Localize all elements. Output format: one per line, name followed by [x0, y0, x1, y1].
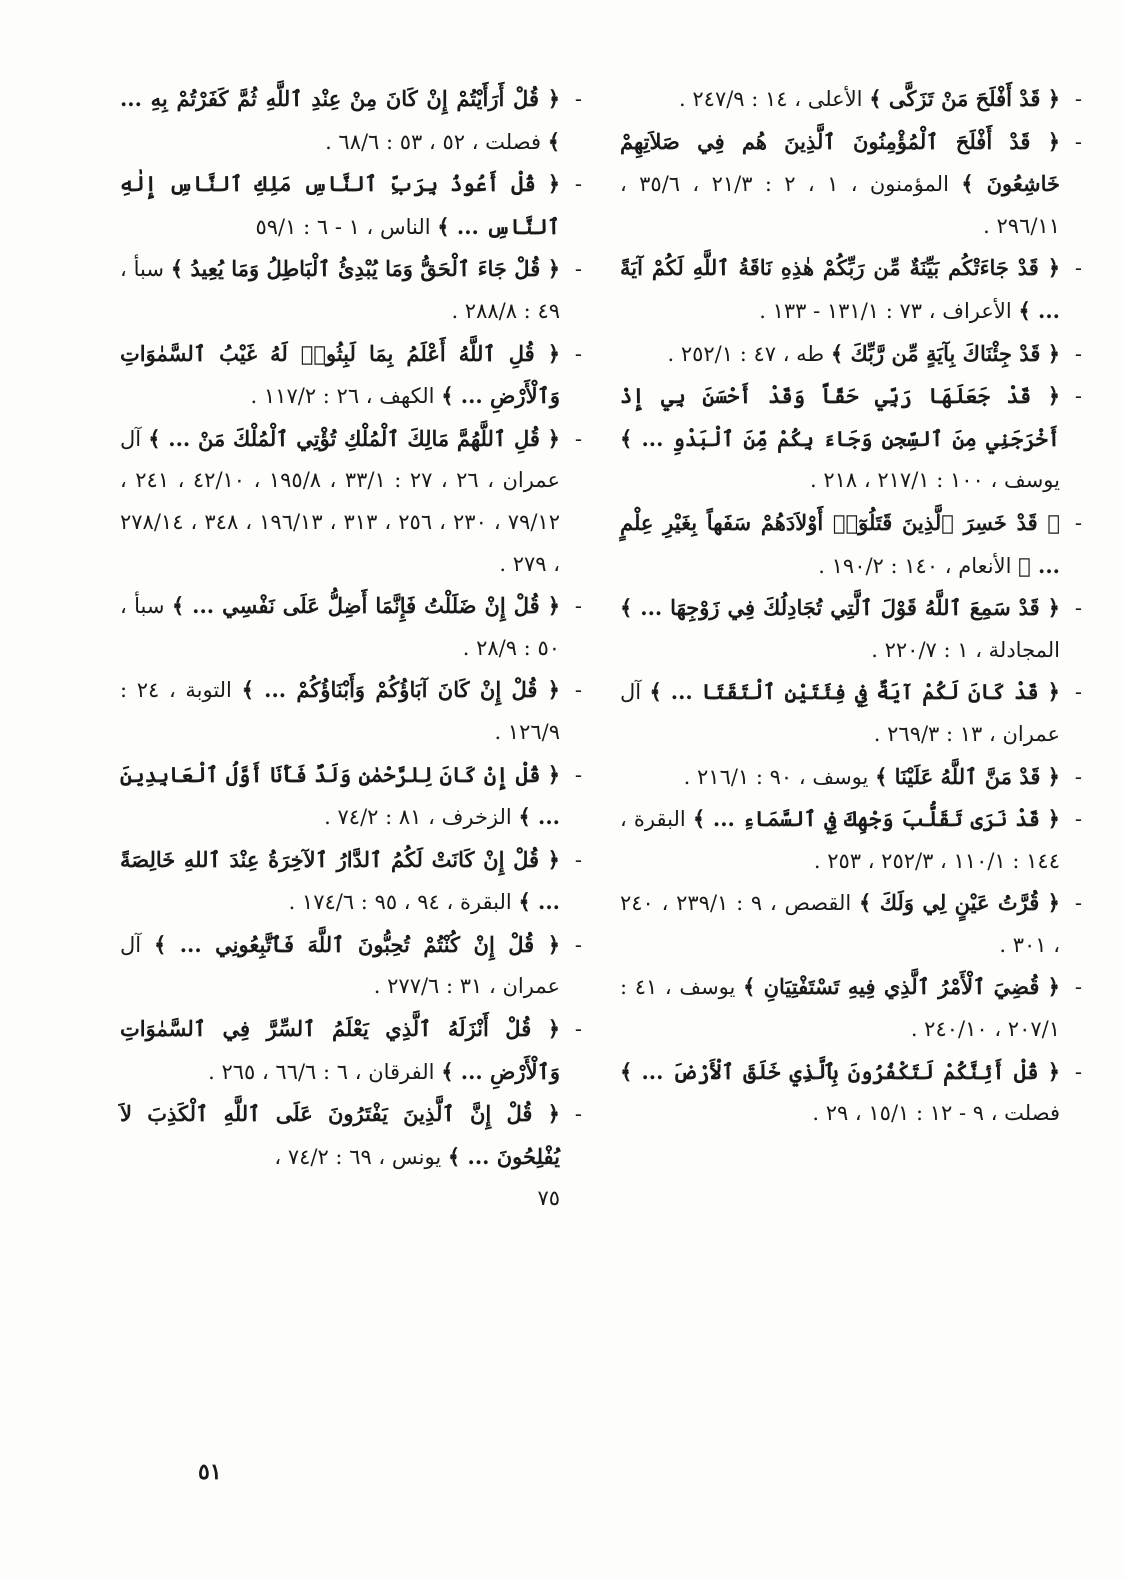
verse-reference: يوسف ، ٤١ : ٢٠٧/١ ، ٢٤٠/١٠ . — [620, 975, 1060, 1042]
verse-reference: يونس ، ٦٩ : ٧٤/٢ ، — [274, 1144, 442, 1169]
verse-text: ﴿ قُرَّتُ عَيْنٍ لِي وَلَكَ ﴾ — [859, 890, 1060, 916]
verse-text: ﴿ قُلْ إِنْ كَانَتْ لَكُمُ ٱلدَّارُ ٱلآخِرَةُ عِنْدَ ٱللهِ خَالِصَةً ... ﴾ — [120, 846, 560, 915]
verse-reference: آل عمران ، ٢٦ ، ٢٧ : ٣٣/١ ، ١٩٥/٨ ، ٤٢/١٠ ، ٢٤١ ، ٧٩/١٢ ، ٢٣٠ ، ٢٥٦ ، ٣١٣ ، ١٩٦/١٣ ، ٣٤٨ ، ٢٧٨/١٤ ، ٢٧٩ . — [120, 426, 560, 576]
verse-reference: البقرة ، ١٤٤ : ١١٠/١ ، ٢٥٢/٣ ، ٢٥٣ . — [620, 807, 1060, 873]
verse-text: ﴿ قُلْ إِنْ كُنْتُمْ تُحِبُّونَ ٱللَّهَ فَٱتَّبِعُونِي ... ﴾ — [153, 931, 560, 957]
verse-reference: التوبة ، ٢٤ : ١٢٦/٩ . — [120, 678, 560, 744]
index-entry: -﴿ قُلِ ٱللَّهُ أَعْلَمُ بِمَا لَبِثُوا۟ لَهُ غَيْبُ ٱلسَّمٰوَاتِ وَٱلْأَرْضِ ... ﴾ الكهف ، ٢٦ : ١١٧/٢ . — [120, 340, 582, 409]
index-entry: -﴿ قُضِيَ ٱلْأَمْرُ ٱلَّذِي فِيهِ تَسْتَفْتِيَانِ ﴾ يوسف ، ٤١ : ٢٠٧/١ ، ٢٤٠/١٠ . — [620, 974, 1082, 1042]
verse-text: ﴿ قُلْ أَعُوذُ بِرَبِّ ٱلنَّاسِ مَلِكِ ٱلنَّاسِ إِلٰهِ ٱلنَّاسِ ... ﴾ — [120, 171, 560, 239]
verse-text: ﴿ قَدْ أَفْلَحَ مَنْ تَزَكَّى ﴾ — [869, 86, 1060, 111]
index-entry: -﴿ قَدْ جَعَلَهَا رَبِّي حَقّاً وَقَدْ أَحْسَنَ بِي إِذْ أَخْرَجَنِي مِنَ ٱلسِّجنِ وَجَاءَ بِكُمْ مِّنَ ٱلْبَدْوِ ... ﴾ يوسف ، ١٠٠ : ٢١٧/١ ، ٢١٨ . — [620, 383, 1082, 493]
index-entry: -﴿ قُرَّتُ عَيْنٍ لِي وَلَكَ ﴾ القصص ، ٩ : ٢٣٩/١ ، ٢٤٠ ، ٣٠١ . — [620, 890, 1082, 957]
verse-reference: سبأ ، ٥٠ : ٢٨/٩ . — [120, 594, 560, 660]
verse-reference: الأعراف ، ٧٣ : ١٣١/١ - ١٣٣ . — [759, 298, 1012, 323]
reference-continuation: ٧٥ — [537, 1186, 560, 1211]
index-entry: -﴿ قُلْ أَعُوذُ بِرَبِّ ٱلنَّاسِ مَلِكِ ٱلنَّاسِ إِلٰهِ ٱلنَّاسِ ... ﴾ الناس ، ١ - ٦ : ٥٩/١ — [120, 171, 582, 239]
verse-reference: الأنعام ، ١٤٠ : ١٩٠/٢ . — [818, 553, 1012, 578]
index-entry: -﴿ قَدْ نَرَى تَقَلُّبَ وَجْهِكَ فِي ٱلسَّمَاءِ ... ﴾ البقرة ، ١٤٤ : ١١٠/١ ، ٢٥٢/٣ ، ٢٥٣ . — [620, 806, 1082, 873]
verse-text: ﴿ قَدْ كَانَ لَكُمْ آيَةٌ فِي فِئَتَيْنِ ٱلْتَقَتَا ... ﴾ — [649, 679, 1060, 705]
verse-text: ﴿ قَدْ أَفْلَحَ ٱلْمُؤْمِنُونَ ٱلَّذِينَ هُم فِي صَلاَتِهِمْ خَاشِعُونَ ﴾ — [620, 128, 1060, 197]
verse-text: ﴿ قَدْ خَسِرَ ٱلَّذِينَ قَتَلُوٓا۟ أَوْلاَدَهُمْ سَفَهاً بِغَيْرِ عِلْمٍ ... ﴾ — [620, 509, 1060, 578]
verse-reference: البقرة ، ٩٤ ، ٩٥ : ١٧٤/٦ . — [288, 890, 512, 915]
verse-text: ﴿ قُلِ ٱللَّهُمَّ مَالِكَ ٱلْمُلْكِ تُؤْتِي ٱلْمُلْكَ مَنْ ... ﴾ — [148, 425, 560, 451]
index-entry: -﴿ قُلْ إِنْ كَانَ لِلرَّحْمٰنِ وَلَدٌ فَأَنَا أَوَّلُ ٱلْعَابِدِينَ ... ﴾ الزخرف ، ٨١ : ٧٤/٢ . — [120, 761, 582, 830]
verse-text: ﴿ قَدْ جِئْنَاكَ بِآيَةٍ مِّن رَّبِّكَ ﴾ — [830, 340, 1060, 366]
verse-reference: طه ، ٤٧ : ٢٥٢/١ . — [667, 341, 825, 366]
verse-reference: سبأ ، ٤٩ : ٢٨٨/٨ . — [120, 257, 560, 323]
verse-text: ﴿ قُلْ أَنْزَلَهُ ٱلَّذِي يَعْلَمُ ٱلسِّرَّ فِي ٱلسَّمٰوَاتِ وَٱلْأَرْضِ ... ﴾ — [120, 1016, 560, 1084]
index-entry: -﴿ قُلْ أَنْزَلَهُ ٱلَّذِي يَعْلَمُ ٱلسِّرَّ فِي ٱلسَّمٰوَاتِ وَٱلْأَرْضِ ... ﴾ الفرقان ، ٦ : ٦٦/٦ ، ٢٦٥ . — [120, 1016, 582, 1084]
verse-text: ﴿ قُلْ أَئِنَّكُمْ لَتَكْفُرُونَ بِٱلَّذِي خَلَقَ ٱلْأَرْضَ ... ﴾ — [620, 1058, 1060, 1084]
verse-text: ﴿ قُضِيَ ٱلْأَمْرُ ٱلَّذِي فِيهِ تَسْتَفْتِيَانِ ﴾ — [743, 974, 1060, 1000]
index-entry: -﴿ قُلْ أَئِنَّكُمْ لَتَكْفُرُونَ بِٱلَّذِي خَلَقَ ٱلْأَرْضَ ... ﴾ فصلت ، ٩ - ١٢ : ١٥/١ ، ٢٩ . — [620, 1058, 1082, 1126]
index-entry: -﴿ قُلْ إِنْ كَانَتْ لَكُمُ ٱلدَّارُ ٱلآخِرَةُ عِنْدَ ٱللهِ خَالِصَةً ... ﴾ البقرة ، ٩٤ ، ٩٥ : ١٧٤/٦ . — [120, 846, 582, 915]
verse-reference: يوسف ، ١٠٠ : ٢١٧/١ ، ٢١٨ . — [810, 468, 1060, 493]
index-entry: -﴿ قَدْ جَاءَتْكُم بَيِّنَةٌ مِّن رَبِّكُمْ هٰذِهِ نَاقَةُ ٱللَّهِ لَكُمْ آيَةً ... ﴾ الأعراف ، ٧٣ : ١٣١/١ - ١٣٣ . — [620, 255, 1082, 323]
verse-reference: المجادلة ، ١ : ٢٢٠/٧ . — [871, 637, 1060, 662]
verse-reference: القصص ، ٩ : ٢٣٩/١ ، ٢٤٠ ، ٣٠١ . — [620, 891, 1060, 957]
index-entry: -﴿ قُلْ إِنْ كُنْتُمْ تُحِبُّونَ ٱللَّهَ فَٱتَّبِعُونِي ... ﴾ آل عمران ، ٣١ : ٢٧٧/٦ . — [120, 931, 582, 999]
index-entry: -﴿ قُلْ إِنَّ ٱلَّذِينَ يَفْتَرُونَ عَلَى ٱللَّهِ ٱلْكَذِبَ لاَ يُفْلِحُونَ ... ﴾ يونس ، ٦٩ : ٧٤/٢ ، — [120, 1101, 582, 1169]
index-entry: -﴿ قُلْ جَاءَ ٱلْحَقُّ وَمَا يُبْدِئُ ٱلْبَاطِلُ وَمَا يُعِيدُ ﴾ سبأ ، ٤٩ : ٢٨٨/٨ . — [120, 256, 582, 323]
verse-text: ﴿ قُلْ إِنْ كَانَ آبَاؤُكُمْ وَأَبْنَاؤُكُمْ ... ﴾ — [241, 677, 560, 703]
verse-text: ﴿ قُلِ ٱللَّهُ أَعْلَمُ بِمَا لَبِثُوا۟ لَهُ غَيْبُ ٱلسَّمٰوَاتِ وَٱلْأَرْضِ ... ﴾ — [120, 340, 560, 409]
index-entry: -﴿ قَدْ مَنَّ ٱللَّهُ عَلَيْنَا ﴾ يوسف ، ٩٠ : ٢١٦/١ . — [683, 763, 1082, 789]
verse-text: ﴿ قُلْ جَاءَ ٱلْحَقُّ وَمَا يُبْدِئُ ٱلْبَاطِلُ وَمَا يُعِيدُ ﴾ — [170, 256, 560, 282]
verse-text: ﴿ قُلْ إِنَّ ٱلَّذِينَ يَفْتَرُونَ عَلَى ٱللَّهِ ٱلْكَذِبَ لاَ يُفْلِحُونَ ... ﴾ — [120, 1101, 560, 1169]
verse-text: ﴿ قُلْ أَرَأَيْتُمْ إِنْ كَانَ مِنْ عِنْدِ ٱللَّهِ ثُمَّ كَفَرْتُمْ بِهِ ... ﴾ — [120, 86, 560, 154]
index-entry: -﴿ قُلْ إِنْ كَانَ آبَاؤُكُمْ وَأَبْنَاؤُكُمْ ... ﴾ التوبة ، ٢٤ : ١٢٦/٩ . — [120, 677, 582, 744]
index-entry: -﴿ قَدْ كَانَ لَكُمْ آيَةٌ فِي فِئَتَيْنِ ٱلْتَقَتَا ... ﴾ آل عمران ، ١٣ : ٢٦٩/٣ . — [620, 679, 1082, 746]
verse-text: ﴿ قَدْ جَعَلَهَا رَبِّي حَقّاً وَقَدْ أَحْسَنَ بِي إِذْ أَخْرَجَنِي مِنَ ٱلسِّجنِ وَجَاءَ بِكُمْ مِّنَ ٱلْبَدْوِ ... ﴾ — [620, 383, 1060, 451]
index-column-right — [620, 78, 1082, 1135]
verse-reference: فصلت ، ٥٢ ، ٥٣ : ٦٨/٦ . — [325, 129, 541, 154]
verse-reference: الزخرف ، ٨١ : ٧٤/٢ . — [324, 805, 512, 830]
index-entry: -﴿ قُلْ أَرَأَيْتُمْ إِنْ كَانَ مِنْ عِنْدِ ٱللَّهِ ثُمَّ كَفَرْتُمْ بِهِ ... ﴾ فصلت ، ٥٢ ، ٥٣ : ٦٨/٦ . — [120, 86, 582, 154]
index-entry: -﴿ قَدْ خَسِرَ ٱلَّذِينَ قَتَلُوٓا۟ أَوْلاَدَهُمْ سَفَهاً بِغَيْرِ عِلْمٍ ... ﴾ الأنعام ، ١٤٠ : ١٩٠/٢ . — [620, 509, 1082, 578]
verse-reference: آل عمران ، ٣١ : ٢٧٧/٦ . — [120, 932, 560, 999]
page-number: ٥١ — [198, 1459, 222, 1485]
index-entry: -﴿ قَدْ أَفْلَحَ ٱلْمُؤْمِنُونَ ٱلَّذِينَ هُم فِي صَلاَتِهِمْ خَاشِعُونَ ﴾ المؤمنون ، ١ ، ٢ : ٢١/٣ ، ٣٥/٦ ، ٢٩٦/١١ . — [620, 128, 1082, 238]
verse-text: ﴿ قُلْ إِنْ كَانَ لِلرَّحْمٰنِ وَلَدٌ فَأَنَا أَوَّلُ ٱلْعَابِدِينَ ... ﴾ — [120, 761, 560, 830]
index-entry: -﴿ قَدْ أَفْلَحَ مَنْ تَزَكَّى ﴾ الأعلى ، ١٤ : ٢٤٧/٩ . — [679, 86, 1082, 111]
verse-text: ﴿ قُلْ إِنْ ضَلَلْتُ فَإِنَّمَا أَضِلُّ عَلَى نَفْسِي ... ﴾ — [171, 593, 560, 619]
verse-reference: الأعلى ، ١٤ : ٢٤٧/٩ . — [679, 87, 863, 111]
index-entry: -﴿ قَدْ سَمِعَ ٱللَّهُ قَوْلَ ٱلَّتِي تُجَادِلُكَ فِي زَوْجِهَا ... ﴾ المجادلة ، ١ : ٢٢٠/٧ . — [620, 595, 1082, 662]
verse-reference: يوسف ، ٩٠ : ٢١٦/١ . — [683, 764, 869, 789]
verse-reference: الكهف ، ٢٦ : ١١٧/٢ . — [250, 384, 435, 409]
verse-text: ﴿ قَدْ نَرَى تَقَلُّبَ وَجْهِكَ فِي ٱلسَّمَاءِ ... ﴾ — [692, 806, 1060, 832]
verse-reference: الناس ، ١ - ٦ : ٥٩/١ — [255, 214, 431, 239]
index-column-left — [120, 78, 582, 1220]
verse-text: ﴿ قَدْ مَنَّ ٱللَّهُ عَلَيْنَا ﴾ — [875, 763, 1060, 789]
verse-reference: فصلت ، ٩ - ١٢ : ١٥/١ ، ٢٩ . — [812, 1101, 1060, 1126]
index-entry: -﴿ قُلِ ٱللَّهُمَّ مَالِكَ ٱلْمُلْكِ تُؤْتِي ٱلْمُلْكَ مَنْ ... ﴾ آل عمران ، ٢٦ ، ٢٧ : ٣٣/١ ، ١٩٥/٨ ، ٤٢/١٠ ، ٢٤١ ، ٧٩/١٢ ، ٢٣٠ ، ٢٥٦ ، ٣١٣ ، ١٩٦/١٣ ، ٣٤٨ ، ٢٧٨/١٤ ، ٢٧٩ . — [120, 425, 582, 576]
verse-text: ﴿ قَدْ سَمِعَ ٱللَّهُ قَوْلَ ٱلَّتِي تُجَادِلُكَ فِي زَوْجِهَا ... ﴾ — [620, 595, 1060, 621]
verse-reference: الفرقان ، ٦ : ٦٦/٦ ، ٢٦٥ . — [208, 1059, 435, 1084]
verse-reference: المؤمنون ، ١ ، ٢ : ٢١/٣ ، ٣٥/٦ ، ٢٩٦/١١ . — [620, 172, 1060, 238]
index-entry: -﴿ قُلْ إِنْ ضَلَلْتُ فَإِنَّمَا أَضِلُّ عَلَى نَفْسِي ... ﴾ سبأ ، ٥٠ : ٢٨/٩ . — [120, 593, 582, 660]
verse-text: ﴿ قَدْ جَاءَتْكُم بَيِّنَةٌ مِّن رَبِّكُمْ هٰذِهِ نَاقَةُ ٱللَّهِ لَكُمْ آيَةً ... ﴾ — [620, 255, 1060, 323]
verse-reference: آل عمران ، ١٣ : ٢٦٩/٣ . — [620, 680, 1060, 746]
index-entry: -﴿ قَدْ جِئْنَاكَ بِآيَةٍ مِّن رَّبِّكَ ﴾ طه ، ٤٧ : ٢٥٢/١ . — [667, 340, 1082, 366]
